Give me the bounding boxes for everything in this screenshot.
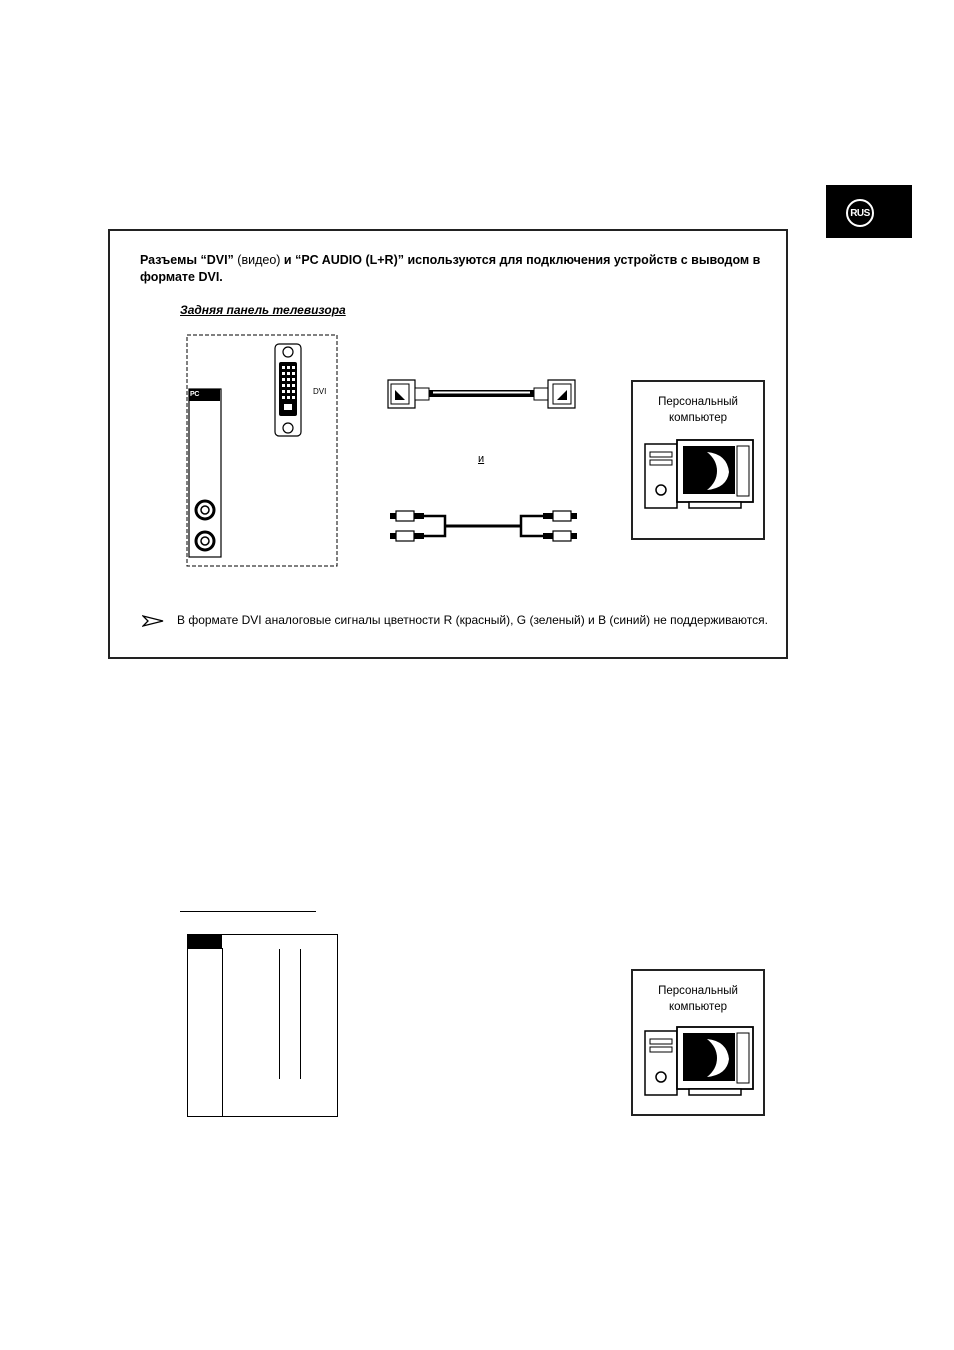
pc-audio-label: PC AUDIO [189, 389, 220, 401]
language-tab [826, 185, 912, 238]
pc-label-line-1: Персональный [658, 396, 738, 408]
intro-part-2: (видео) [233, 253, 281, 267]
pc-label-2-line-2: компьютер [669, 1001, 727, 1013]
pc-label [633, 394, 763, 426]
note-text: В формате DVI аналоговые сигналы цветности R (красный), G (зеленый) и B (синий) не поддерживаются. [177, 613, 768, 627]
computer-icon-2 [641, 1025, 759, 1101]
panel-2-tab-line [188, 948, 222, 949]
section-2-underline [180, 911, 316, 912]
pc-box-2 [631, 969, 765, 1116]
panel-2-line-2 [300, 949, 301, 1079]
rear-panel-2 [187, 934, 338, 1117]
and-label: и [478, 453, 485, 465]
rear-panel-caption: Задняя панель телевизора [180, 303, 346, 317]
panel-2-line-1 [279, 949, 280, 1079]
language-badge: RUS [846, 199, 874, 227]
pc-label-line-2: компьютер [669, 412, 727, 424]
pc-label-2 [633, 983, 763, 1015]
panel-2-column-line [222, 948, 223, 1116]
intro-text [140, 252, 770, 286]
dvi-cable [385, 376, 580, 412]
pc-box [631, 380, 765, 540]
intro-part-3: и “PC AUDIO (L+R)” используются для подключения устройств с выводом в формате DVI. [140, 253, 761, 284]
note-arrow-icon [142, 615, 164, 627]
audio-cable [388, 506, 580, 546]
pc-label-2-line-1: Персональный [658, 985, 738, 997]
intro-part-1: Разъемы “DVI” [140, 253, 234, 267]
rear-panel-illustration [186, 334, 338, 567]
dvi-port-label: DVI [313, 387, 327, 396]
panel-2-tab [188, 935, 222, 948]
computer-icon [641, 438, 759, 514]
